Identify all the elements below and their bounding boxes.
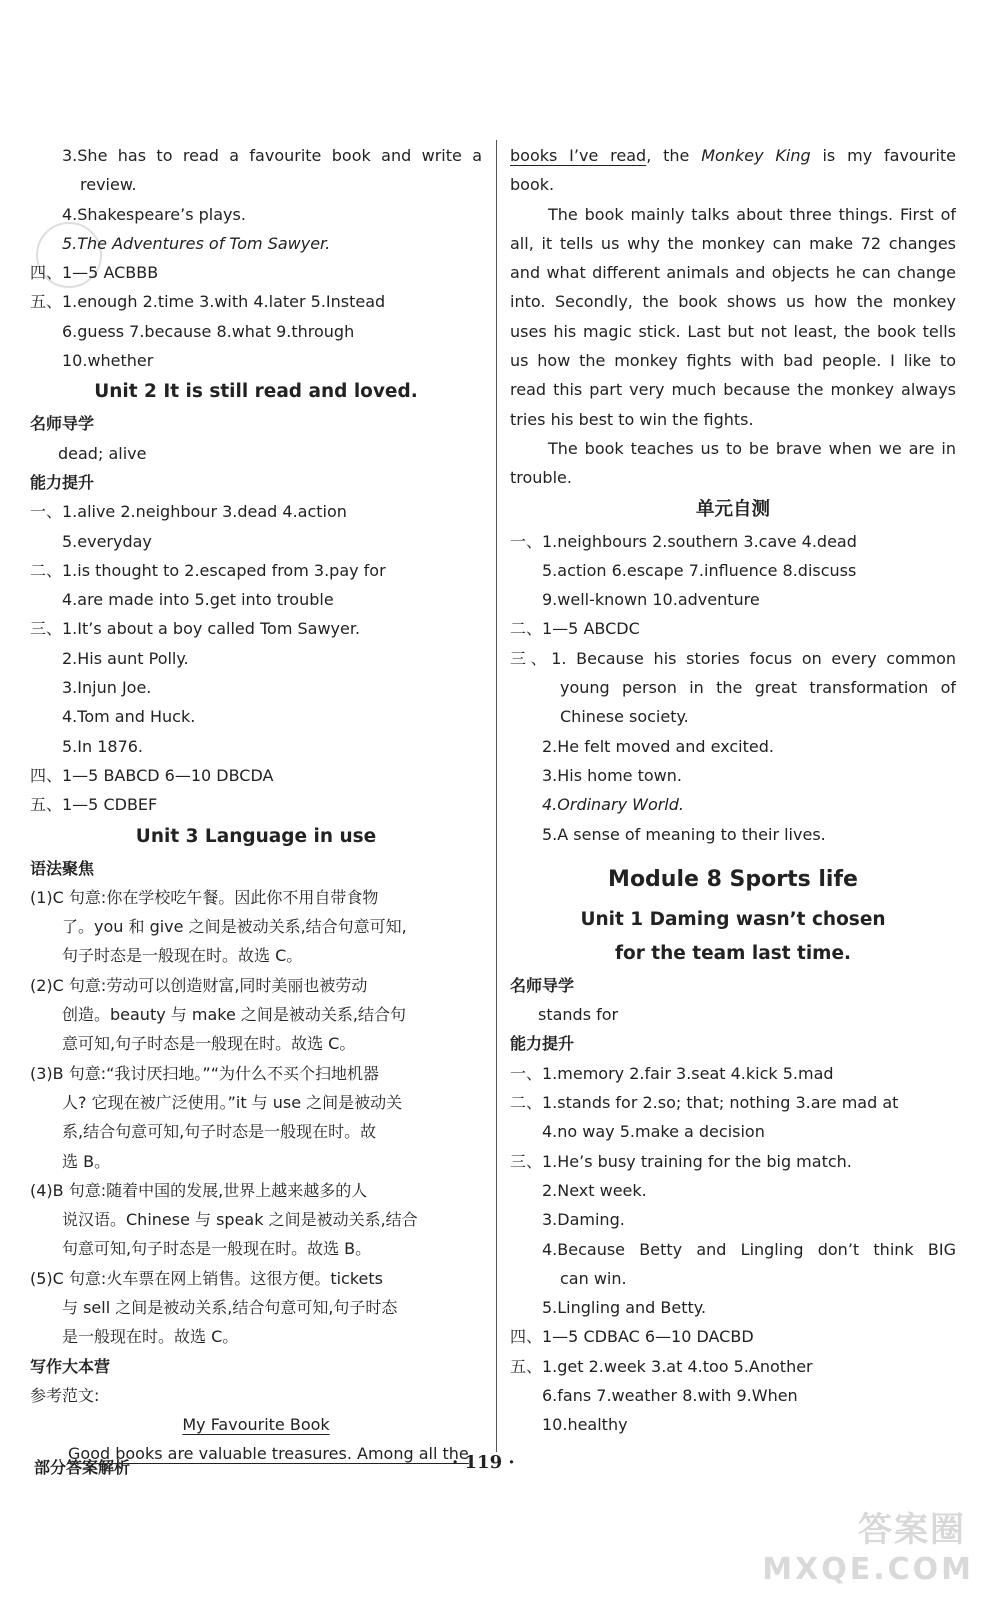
unit-title: Unit 2 It is still read and loved. [94, 381, 418, 403]
answer-line: 说汉语。Chinese 与 speak 之间是被动关系,结合 [62, 1210, 418, 1230]
answer-line: Good books are valuable treasures. Among all the [68, 1444, 469, 1464]
answer-line: stands for [538, 1005, 619, 1025]
answer-line: 三、1.It’s about a boy called Tom Sawyer. [30, 619, 361, 639]
answer-line: 5.The Adventures of Tom Sawyer. [62, 233, 331, 253]
answer-line: Chinese society. [560, 707, 689, 727]
answer-line: 9.well-known 10.adventure [542, 590, 760, 610]
answer-line: 4.no way 5.make a decision [542, 1122, 765, 1142]
section-heading: 名师导学 [510, 975, 575, 995]
answer-line: can win. [560, 1268, 627, 1288]
answer-line-part: is my favourite [810, 146, 956, 165]
answer-line: 一、1.neighbours 2.southern 3.cave 4.dead [510, 531, 857, 551]
answer-line: 2.His aunt Polly. [62, 648, 189, 668]
unit-title: Unit 3 Language in use [135, 825, 377, 847]
answer-line: The book mainly talks about three things. First of [548, 204, 956, 224]
answer-line: review. [80, 175, 137, 195]
left-column [30, 141, 482, 1469]
answer-line: 创造。beauty 与 make 之间是被动关系,结合句 [62, 1005, 406, 1025]
answer-line: 3.Injun Joe. [62, 678, 152, 698]
essay-title [30, 1410, 482, 1439]
answer-line: 4.Because Betty and Lingling don’t think BIG [542, 1239, 956, 1259]
answer-line: 5.Lingling and Betty. [542, 1298, 707, 1318]
answer-line: (1)C 句意:你在学校吃午餐。因此你不用自带食物 [30, 887, 379, 907]
answer-line: young person in the great transformation of [560, 678, 956, 698]
section-heading: 语法聚焦 [30, 858, 95, 878]
answer-line-part: Monkey King [701, 146, 811, 165]
answer-line: into. Secondly, the book shows us how the monkey [510, 292, 956, 312]
section-heading: 写作大本营 [30, 1356, 111, 1376]
answer-line: (3)B 句意:“我讨厌扫地。”“为什么不买个扫地机器 [30, 1063, 379, 1083]
answer-line: 四、1—5 CDBAC 6—10 DACBD [510, 1327, 754, 1347]
answer-line: The book teaches us to be brave when we are in [548, 438, 956, 458]
right-column [510, 141, 956, 1440]
answer-line: 3.Daming. [542, 1210, 625, 1230]
answer-line: 意可知,句子时态是一般现在时。故选 C。 [62, 1034, 356, 1054]
answer-line: 2.Next week. [542, 1180, 647, 1200]
answer-line: 四、1—5 ACBBB [30, 263, 159, 283]
unit-title: Unit 1 Daming wasn’t chosen [580, 908, 886, 930]
watermark-brand: 答案圈 [858, 1510, 966, 1550]
answer-line: 10.healthy [542, 1415, 628, 1435]
answer-line: 4.Tom and Huck. [62, 707, 196, 727]
essay-title-text: My Favourite Book [182, 1415, 330, 1435]
answer-line: 6.fans 7.weather 8.with 9.When [542, 1385, 798, 1405]
answer-line: 一、1.alive 2.neighbour 3.dead 4.action [30, 502, 347, 522]
answer-line: 5.everyday [62, 531, 152, 551]
answer-line-part: books I’ve read [510, 146, 647, 165]
answer-line: and what different animals and objects he can change [510, 263, 956, 283]
answer-line: 3.His home town. [542, 765, 682, 785]
watermark-url: MXQE.COM [762, 1552, 974, 1587]
answer-line: 二、1—5 ABCDC [510, 619, 640, 639]
answer-line: 一、1.memory 2.fair 3.seat 4.kick 5.mad [510, 1063, 834, 1083]
answer-line: trouble. [510, 468, 572, 488]
answer-line: 5.A sense of meaning to their lives. [542, 824, 826, 844]
answer-line: all, it tells us why the monkey can make 72 changes [510, 233, 956, 253]
answer-line-part: , the [646, 146, 702, 165]
answer-line: 6.guess 7.because 8.what 9.through [62, 321, 355, 341]
answer-line: 句子时态是一般现在时。故选 C。 [62, 946, 303, 966]
answer-line: (4)B 句意:随着中国的发展,世界上越来越多的人 [30, 1180, 368, 1200]
answer-line: tries his best to win the fights. [510, 409, 754, 429]
answer-line: 了。you 和 give 之间是被动关系,结合句意可知, [62, 917, 407, 937]
module-title: Module 8 Sports life [608, 866, 858, 892]
answer-line: book. [510, 175, 555, 195]
column-divider [496, 140, 497, 1452]
answer-line: 五、1—5 CDBEF [30, 795, 158, 815]
answer-line: 2.He felt moved and excited. [542, 736, 774, 756]
answer-line: 三、1. Because his stories focus on every common [510, 648, 956, 668]
answer-line: 四、1—5 BABCD 6—10 DBCDA [30, 765, 274, 785]
answer-line: 句意可知,句子时态是一般现在时。故选 B。 [62, 1239, 372, 1259]
page-number: · 119 · [452, 1452, 515, 1473]
answer-line: 选 B。 [62, 1151, 111, 1171]
answer-line: uses his magic stick. Last but not least, the book tells [510, 321, 956, 341]
answer-line: 3.She has to read a favourite book and write a [62, 146, 482, 165]
answer-line: 与 sell 之间是被动关系,结合句意可知,句子时态 [62, 1297, 398, 1317]
answer-line: 系,结合句意可知,句子时态是一般现在时。故 [62, 1122, 377, 1142]
answer-line: 五、1.get 2.week 3.at 4.too 5.Another [510, 1356, 813, 1376]
unit-title: for the team last time. [614, 942, 852, 964]
section-heading: 名师导学 [30, 414, 95, 434]
answer-line: 二、1.is thought to 2.escaped from 3.pay for [30, 560, 386, 580]
answer-line: 4.are made into 5.get into trouble [62, 590, 334, 610]
unit-title: 单元自测 [695, 498, 770, 520]
answer-line: 五、1.enough 2.time 3.with 4.later 5.Instead [30, 292, 386, 312]
footer-section-label: 部分答案解析 [34, 1458, 131, 1477]
answer-line: 参考范文: [30, 1385, 100, 1405]
answer-line: (5)C 句意:火车票在网上销售。这很方便。tickets [30, 1268, 383, 1288]
answer-line: 是一般现在时。故选 C。 [62, 1327, 239, 1347]
section-heading: 能力提升 [510, 1034, 575, 1054]
answer-line: 人? 它现在被广泛使用。”it 与 use 之间是被动关 [62, 1092, 403, 1112]
answer-line: 4.Ordinary World. [542, 795, 684, 815]
answer-line [510, 141, 956, 170]
section-heading: 能力提升 [30, 472, 95, 492]
answer-line: (2)C 句意:劳动可以创造财富,同时美丽也被劳动 [30, 975, 368, 995]
answer-line: us how the monkey fights with bad people. I like to [510, 351, 956, 371]
answer-line: 三、1.He’s busy training for the big match. [510, 1151, 852, 1171]
answer-line: 5.In 1876. [62, 736, 144, 756]
answer-line: 二、1.stands for 2.so; that; nothing 3.are mad at [510, 1093, 899, 1113]
answer-line: read this part very much because the monkey always [510, 380, 956, 400]
answer-line: 10.whether [62, 351, 154, 371]
answer-line: 5.action 6.escape 7.influence 8.discuss [542, 560, 857, 580]
answer-line: dead; alive [58, 443, 147, 463]
answer-line: 4.Shakespeare’s plays. [62, 204, 246, 224]
